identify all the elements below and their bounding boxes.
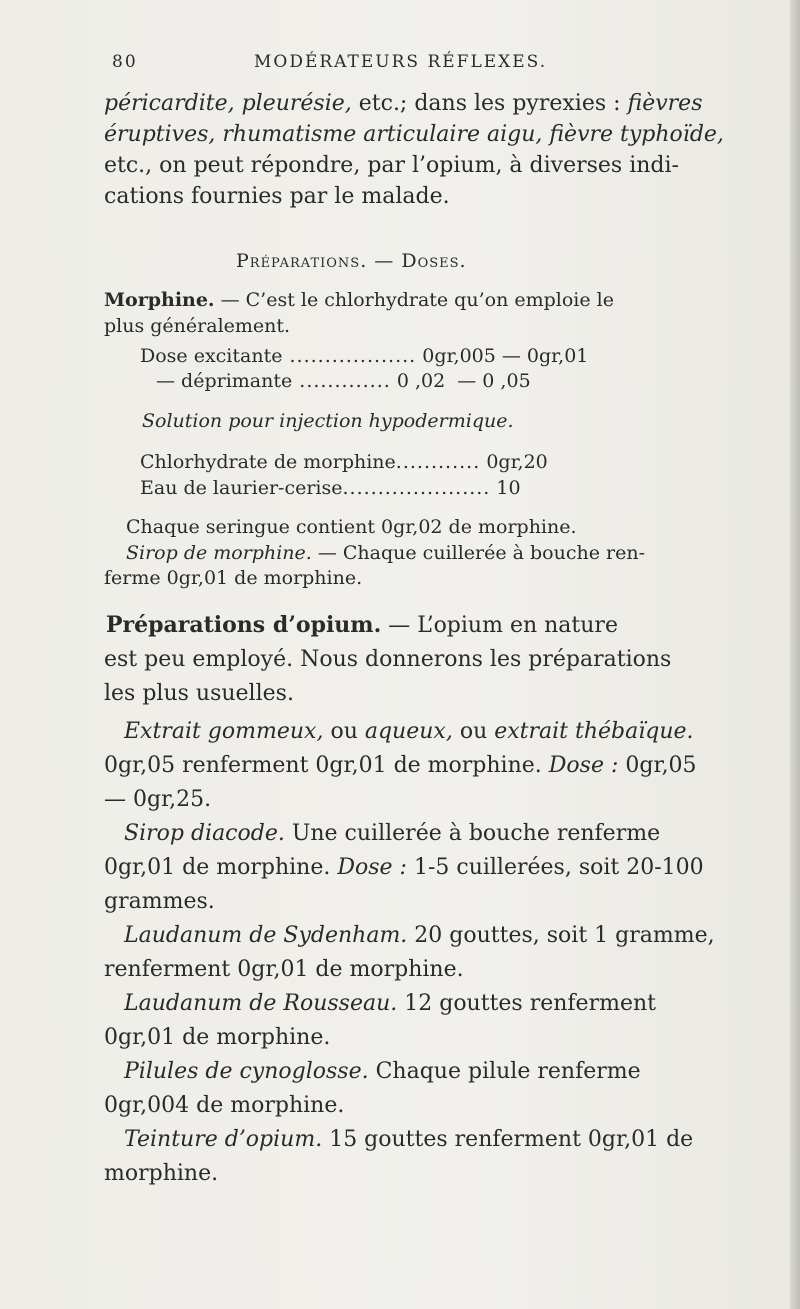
sirop-title: Sirop de morphine. [126, 542, 312, 564]
seringue-line: Chaque seringue contient 0gr,02 de morphine. [126, 516, 577, 538]
pilules-text2: 0gr,004 de morphine. [104, 1093, 345, 1118]
diacode-text2: 0gr,01 de morphine. [104, 855, 338, 880]
dose2-dots: ............. [292, 370, 391, 392]
morphine-text1: — C’est le chlorhydrate qu’on emploie le [214, 289, 614, 311]
sol1-value: 0gr,20 [486, 451, 548, 473]
running-title: MODÉRATEURS RÉFLEXES. [254, 52, 548, 72]
ou-2: ou [452, 719, 495, 744]
opium-title: Préparations d’opium. [106, 612, 382, 638]
rousseau-text: 12 gouttes renferment [397, 991, 656, 1016]
intro-l4: cations fournies par le malade. [104, 184, 450, 209]
dose-label-2: Dose : [337, 855, 407, 880]
dose2-value: 0 ,02 — 0 ,05 [396, 370, 531, 392]
solution-title: Solution pour injection hypodermique. [142, 410, 514, 432]
teinture-text2: morphine. [104, 1161, 219, 1186]
intro-l1a: péricardite, pleurésie, [104, 91, 352, 116]
pilules-text: Chaque pilule renferme [368, 1059, 641, 1084]
diacode-grammes: grammes. [104, 889, 215, 914]
solution-row-2 [140, 477, 521, 499]
sol2-value: 10 [496, 477, 521, 499]
solution-row-1 [140, 451, 548, 473]
dose1-value: 0gr,005 — 0gr,01 [422, 345, 589, 367]
aqueux: aqueux, [364, 719, 453, 744]
sirop-text: — Chaque cuillerée à bouche ren- [311, 542, 645, 564]
sol2-dots: ..................... [342, 477, 491, 499]
laudanum-rousseau: Laudanum de Rousseau. [124, 991, 398, 1016]
extrait-dose-value: 0gr,05 [618, 753, 697, 778]
dose1-dots: .................. [282, 345, 417, 367]
diacode-dose: 1-5 cuillerées, soit 20-100 [406, 855, 704, 880]
dose-row-deprimante [156, 370, 531, 392]
page-edge [790, 0, 800, 1309]
morphine-text2: plus généralement. [104, 315, 291, 337]
dose-label-1: Dose : [548, 753, 619, 778]
sol1-label: Chlorhydrate de morphine [140, 451, 396, 473]
opium-t2: est peu employé. Nous donnerons les préparations [104, 647, 672, 672]
dose-row-excitante [140, 345, 588, 367]
sol1-dots: ............ [395, 451, 481, 473]
sirop-line [126, 541, 645, 565]
dose1-label: Dose excitante [140, 345, 283, 367]
extrait-gommeux: Extrait gommeux, [124, 719, 324, 744]
dose2-label: — déprimante [156, 370, 293, 392]
opium-t3: les plus usuelles. [104, 681, 294, 706]
section-heading: Préparations. — Doses. [236, 250, 467, 272]
sirop-line-2: ferme 0gr,01 de morphine. [104, 567, 363, 589]
rousseau-text2: 0gr,01 de morphine. [104, 1025, 331, 1050]
teinture-opium: Teinture d’opium. [124, 1127, 323, 1152]
laudanum-sydenham: Laudanum de Sydenham. [124, 923, 408, 948]
intro-l1c: fièvres [627, 91, 703, 116]
extrait-dose-text: 0gr,05 renferment 0gr,01 de morphine. [104, 753, 549, 778]
extrait-thebaique: extrait thébaïque. [494, 719, 694, 744]
ou-1: ou [323, 719, 365, 744]
opium-t1: — L’opium en nature [381, 613, 618, 638]
morphine-title: Morphine. [104, 289, 215, 311]
page-number: 80 [112, 52, 138, 72]
sirop-diacode: Sirop diacode. [124, 821, 285, 846]
teinture-text: 15 gouttes renferment 0gr,01 de [322, 1127, 694, 1152]
intro-l1b: etc.; dans les pyrexies : [351, 91, 628, 116]
extrait-dose-max: — 0gr,25. [104, 787, 212, 812]
intro-l3: etc., on peut répondre, par l’opium, à diverses indi- [104, 153, 679, 178]
sydenham-text2: renferment 0gr,01 de morphine. [104, 957, 464, 982]
intro-l2: éruptives, rhumatisme articulaire aigu, fièvre typhoïde, [104, 122, 724, 147]
sydenham-text: 20 gouttes, soit 1 gramme, [407, 923, 715, 948]
sol2-label: Eau de laurier-cerise [140, 477, 343, 499]
diacode-text: Une cuillerée à bouche renferme [284, 821, 661, 846]
pilules-cynoglosse: Pilules de cynoglosse. [124, 1059, 369, 1084]
